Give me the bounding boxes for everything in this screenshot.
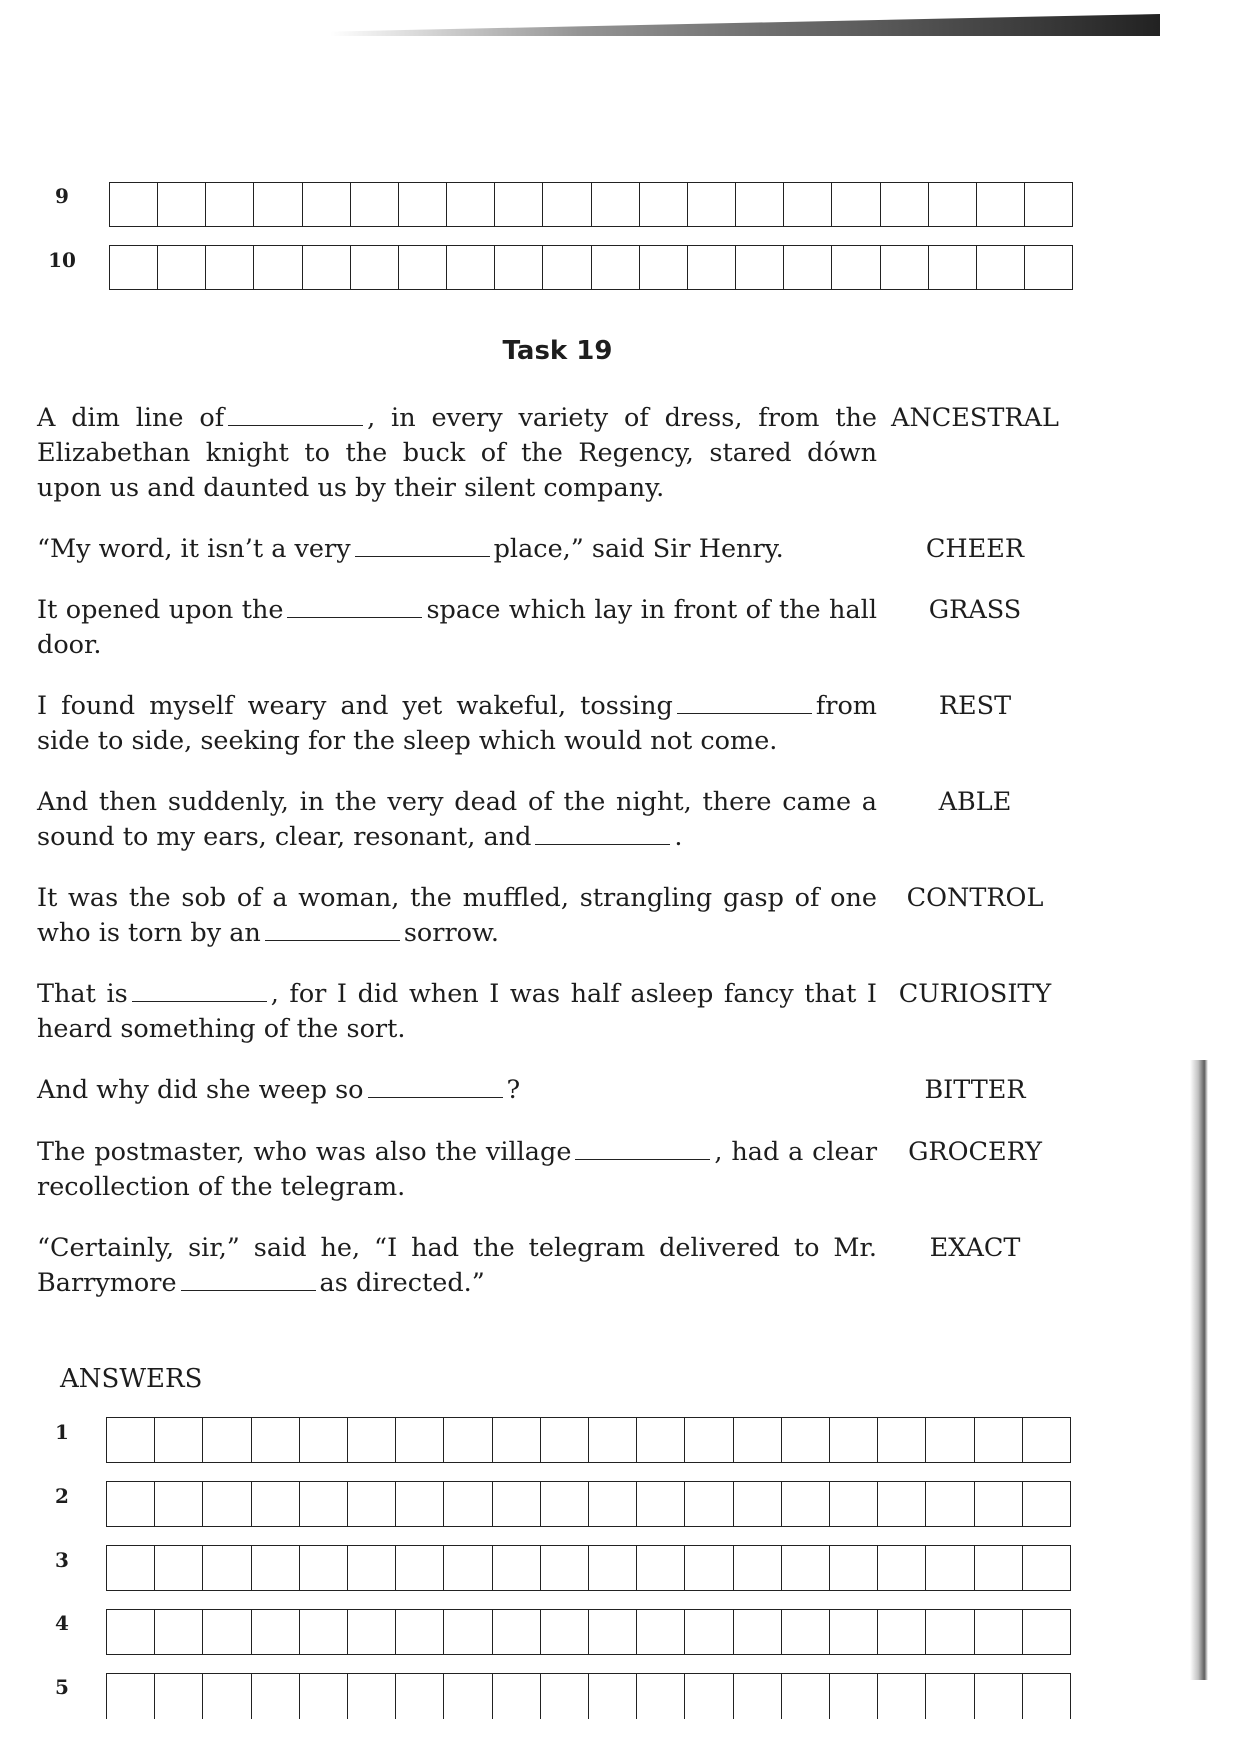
key-word: CHEER <box>925 534 1025 564</box>
letter-cell[interactable] <box>107 1674 155 1719</box>
key-word: EXACT <box>929 1233 1021 1263</box>
letter-cell[interactable] <box>640 183 688 226</box>
letter-cell[interactable] <box>782 1482 830 1526</box>
letter-cell[interactable] <box>830 1610 878 1654</box>
answer-blank[interactable] <box>265 939 400 941</box>
letter-cell[interactable] <box>640 246 688 289</box>
answer-blank[interactable] <box>228 424 363 426</box>
letter-cell[interactable] <box>688 246 736 289</box>
answer-cells[interactable] <box>106 1545 1071 1591</box>
letter-cell[interactable] <box>637 1674 685 1719</box>
letter-cell[interactable] <box>830 1418 878 1462</box>
answer-cells[interactable] <box>106 1481 1071 1527</box>
letter-cell[interactable] <box>926 1418 974 1462</box>
letter-cell[interactable] <box>203 1482 251 1526</box>
letter-cell[interactable] <box>493 1674 541 1719</box>
letter-cell[interactable] <box>396 1610 444 1654</box>
sentence-before: And why did she weep so <box>37 1075 364 1105</box>
letter-cell[interactable] <box>881 183 929 226</box>
letter-cell[interactable] <box>444 1610 492 1654</box>
letter-cell[interactable] <box>589 1418 637 1462</box>
key-word: CURIOSITY <box>898 979 1052 1009</box>
letter-cell[interactable] <box>734 1418 782 1462</box>
answer-blank[interactable] <box>535 843 670 845</box>
letter-cell[interactable] <box>252 1610 300 1654</box>
letter-cell[interactable] <box>929 183 977 226</box>
task-title: Task 19 <box>502 336 613 366</box>
letter-cell[interactable] <box>158 246 206 289</box>
letter-cell[interactable] <box>495 246 543 289</box>
letter-cell[interactable] <box>977 183 1025 226</box>
sentence-before: It opened upon the <box>37 595 284 625</box>
letter-cell[interactable] <box>782 1674 830 1719</box>
sentence-before: “Certainly, sir,” said he, “I had the telegram delivered to Mr. Barrymore <box>37 1233 877 1298</box>
letter-cell[interactable] <box>784 246 832 289</box>
letter-cell[interactable] <box>975 1482 1023 1526</box>
letter-cell[interactable] <box>396 1418 444 1462</box>
letter-cell[interactable] <box>1023 1418 1070 1462</box>
answer-cells[interactable] <box>106 1673 1071 1719</box>
letter-cell[interactable] <box>688 183 736 226</box>
letter-cell[interactable] <box>592 246 640 289</box>
sentence-after: space which lay in front of the hall door. <box>37 595 877 660</box>
answer-blank[interactable] <box>575 1158 710 1160</box>
letter-cell[interactable] <box>734 1546 782 1590</box>
sentence <box>37 881 877 951</box>
letter-cell[interactable] <box>830 1546 878 1590</box>
letter-cell[interactable] <box>975 1546 1023 1590</box>
sentence-after: . <box>674 822 683 852</box>
sentence-after: , in every variety of dress, from the Elizabethan knight to the buck of the Regency, stared dówn upon us and daunted us by their silent company. <box>37 403 877 503</box>
sentence-after: as directed.” <box>319 1268 485 1298</box>
sentence-before: It was the sob of a woman, the muffled, strangling gasp of one who is torn by an <box>37 883 877 948</box>
sentence-after: , had a clear recollection of the telegram. <box>37 1137 878 1202</box>
letter-cell[interactable] <box>541 1610 589 1654</box>
letter-cell[interactable] <box>444 1674 492 1719</box>
letter-cell[interactable] <box>589 1674 637 1719</box>
letter-cell[interactable] <box>926 1674 974 1719</box>
answer-blank[interactable] <box>181 1289 316 1291</box>
row-number: 1 <box>55 1420 69 1444</box>
letter-cell[interactable] <box>300 1610 348 1654</box>
letter-cell[interactable] <box>110 183 158 226</box>
letter-cell[interactable] <box>1025 183 1072 226</box>
letter-cell[interactable] <box>203 1610 251 1654</box>
letter-cell[interactable] <box>975 1674 1023 1719</box>
letter-cell[interactable] <box>444 1482 492 1526</box>
row-number: 10 <box>48 248 76 272</box>
letter-cell[interactable] <box>495 183 543 226</box>
letter-cell[interactable] <box>493 1482 541 1526</box>
key-word: CONTROL <box>906 883 1044 913</box>
letter-cell[interactable] <box>203 1546 251 1590</box>
letter-cell[interactable] <box>254 246 302 289</box>
letter-cell[interactable] <box>303 183 351 226</box>
letter-cell[interactable] <box>878 1674 926 1719</box>
letter-cell[interactable] <box>351 183 399 226</box>
letter-cell[interactable] <box>637 1418 685 1462</box>
letter-cell[interactable] <box>543 183 591 226</box>
letter-cell[interactable] <box>543 246 591 289</box>
letter-cell[interactable] <box>206 246 254 289</box>
exercise-item <box>37 1231 877 1301</box>
letter-cell[interactable] <box>351 246 399 289</box>
answer-blank[interactable] <box>368 1096 503 1098</box>
sentence-before: A dim line of <box>37 403 225 433</box>
sentence-before: “My word, it isn’t a very <box>37 534 351 564</box>
letter-cell[interactable] <box>203 1418 251 1462</box>
sentence <box>37 689 877 759</box>
key-word: REST <box>938 691 1012 721</box>
letter-cell[interactable] <box>830 1482 878 1526</box>
letter-cell[interactable] <box>493 1418 541 1462</box>
letter-cell[interactable] <box>107 1610 155 1654</box>
letter-cell[interactable] <box>685 1418 733 1462</box>
letter-cell[interactable] <box>878 1418 926 1462</box>
exercise-item <box>37 689 877 759</box>
letter-cell[interactable] <box>444 1418 492 1462</box>
letter-cell[interactable] <box>830 1674 878 1719</box>
key-word: ANCESTRAL <box>891 403 1059 433</box>
letter-cell[interactable] <box>348 1546 396 1590</box>
row-number: 5 <box>55 1675 69 1699</box>
answer-cells[interactable] <box>106 1609 1071 1655</box>
letter-cell[interactable] <box>107 1418 155 1462</box>
answer-cells[interactable] <box>106 1417 1071 1463</box>
letter-cell[interactable] <box>541 1418 589 1462</box>
key-word: BITTER <box>924 1075 1026 1105</box>
letter-cell[interactable] <box>734 1610 782 1654</box>
exercise-item <box>37 401 877 506</box>
letter-cell[interactable] <box>1023 1546 1070 1590</box>
letter-cell[interactable] <box>878 1610 926 1654</box>
letter-cell[interactable] <box>926 1482 974 1526</box>
letter-cell[interactable] <box>929 246 977 289</box>
sentence <box>37 977 877 1047</box>
sentence <box>37 401 877 506</box>
letter-cell[interactable] <box>348 1418 396 1462</box>
letter-cell[interactable] <box>926 1610 974 1654</box>
sentence-before: And then suddenly, in the very dead of the night, there came a sound to my ears, clear, resonant, and <box>37 787 877 852</box>
letter-cell[interactable] <box>206 183 254 226</box>
letter-cell[interactable] <box>158 183 206 226</box>
letter-cell[interactable] <box>736 246 784 289</box>
letter-cell[interactable] <box>155 1482 203 1526</box>
letter-cell[interactable] <box>685 1546 733 1590</box>
sentence <box>37 532 877 567</box>
letter-cell[interactable] <box>155 1610 203 1654</box>
letter-cell[interactable] <box>589 1610 637 1654</box>
letter-cell[interactable] <box>637 1610 685 1654</box>
letter-cell[interactable] <box>734 1674 782 1719</box>
page-edge-shadow <box>1190 1060 1208 1680</box>
letter-cell[interactable] <box>782 1546 830 1590</box>
letter-cell[interactable] <box>254 183 302 226</box>
letter-cell[interactable] <box>541 1482 589 1526</box>
row-number: 9 <box>55 184 69 208</box>
exercise-item <box>37 593 877 663</box>
sentence <box>37 1231 877 1301</box>
letter-cell[interactable] <box>637 1546 685 1590</box>
letter-cell[interactable] <box>252 1674 300 1719</box>
letter-cell[interactable] <box>541 1674 589 1719</box>
letter-cell[interactable] <box>447 246 495 289</box>
letter-cell[interactable] <box>977 246 1025 289</box>
exercise-item <box>37 881 877 951</box>
letter-cell[interactable] <box>1025 246 1072 289</box>
answer-blank[interactable] <box>287 616 422 618</box>
letter-cell[interactable] <box>782 1418 830 1462</box>
letter-cell[interactable] <box>155 1546 203 1590</box>
letter-cell[interactable] <box>736 183 784 226</box>
letter-cell[interactable] <box>107 1546 155 1590</box>
letter-cell[interactable] <box>975 1610 1023 1654</box>
letter-cell[interactable] <box>155 1418 203 1462</box>
exercise-item <box>37 785 877 855</box>
sentence <box>37 593 877 663</box>
letter-cell[interactable] <box>396 1674 444 1719</box>
sentence-after: place,” said Sir Henry. <box>493 534 784 564</box>
letter-cell[interactable] <box>685 1610 733 1654</box>
sentence <box>37 1135 877 1205</box>
letter-cell[interactable] <box>782 1610 830 1654</box>
letter-cell[interactable] <box>110 246 158 289</box>
letter-cell[interactable] <box>832 246 880 289</box>
letter-cell[interactable] <box>881 246 929 289</box>
key-word: GRASS <box>928 595 1022 625</box>
answer-cells[interactable] <box>109 182 1073 227</box>
letter-cell[interactable] <box>447 183 495 226</box>
sentence-after: sorrow. <box>403 918 499 948</box>
exercise-item <box>37 1135 877 1205</box>
sentence <box>37 1073 877 1108</box>
row-number: 3 <box>55 1548 69 1572</box>
answer-blank[interactable] <box>677 712 812 714</box>
letter-cell[interactable] <box>878 1482 926 1526</box>
row-number: 2 <box>55 1484 69 1508</box>
answer-blank[interactable] <box>355 555 490 557</box>
letter-cell[interactable] <box>252 1418 300 1462</box>
letter-cell[interactable] <box>107 1482 155 1526</box>
letter-cell[interactable] <box>541 1546 589 1590</box>
letter-cell[interactable] <box>685 1482 733 1526</box>
letter-cell[interactable] <box>203 1674 251 1719</box>
letter-cell[interactable] <box>685 1674 733 1719</box>
letter-cell[interactable] <box>1023 1482 1070 1526</box>
letter-cell[interactable] <box>592 183 640 226</box>
row-number: 4 <box>55 1611 69 1635</box>
letter-cell[interactable] <box>926 1546 974 1590</box>
letter-cell[interactable] <box>1023 1674 1070 1719</box>
letter-cell[interactable] <box>975 1418 1023 1462</box>
sentence-after: , for I did when I was half asleep fancy that I heard something of the sort. <box>37 979 877 1044</box>
sentence-after: from side to side, seeking for the sleep which would not come. <box>37 691 877 756</box>
letter-cell[interactable] <box>493 1546 541 1590</box>
letter-cell[interactable] <box>348 1674 396 1719</box>
letter-cell[interactable] <box>832 183 880 226</box>
letter-cell[interactable] <box>252 1546 300 1590</box>
letter-cell[interactable] <box>348 1610 396 1654</box>
letter-cell[interactable] <box>300 1482 348 1526</box>
answer-blank[interactable] <box>132 1000 267 1002</box>
letter-cell[interactable] <box>300 1674 348 1719</box>
letter-cell[interactable] <box>399 183 447 226</box>
letter-cell[interactable] <box>252 1482 300 1526</box>
letter-cell[interactable] <box>589 1546 637 1590</box>
exercise-item <box>37 977 877 1047</box>
exercise-item <box>37 1073 877 1108</box>
scan-edge-shadow <box>330 14 1160 36</box>
letter-cell[interactable] <box>493 1610 541 1654</box>
letter-cell[interactable] <box>300 1546 348 1590</box>
sentence <box>37 785 877 855</box>
letter-cell[interactable] <box>589 1482 637 1526</box>
letter-cell[interactable] <box>1023 1610 1070 1654</box>
key-word: GROCERY <box>908 1137 1042 1167</box>
letter-cell[interactable] <box>396 1482 444 1526</box>
sentence-before: I found myself weary and yet wakeful, tossing <box>37 691 673 721</box>
key-word: ABLE <box>938 787 1012 817</box>
letter-cell[interactable] <box>399 246 447 289</box>
letter-cell[interactable] <box>878 1546 926 1590</box>
letter-cell[interactable] <box>348 1482 396 1526</box>
sentence-before: That is <box>37 979 128 1009</box>
letter-cell[interactable] <box>734 1482 782 1526</box>
answers-heading: ANSWERS <box>60 1364 203 1394</box>
answer-cells[interactable] <box>109 245 1073 290</box>
letter-cell[interactable] <box>637 1482 685 1526</box>
sentence-after: ? <box>506 1075 521 1105</box>
exercise-item <box>37 532 877 567</box>
letter-cell[interactable] <box>444 1546 492 1590</box>
sentence-before: The postmaster, who was also the village <box>37 1137 572 1167</box>
letter-cell[interactable] <box>303 246 351 289</box>
letter-cell[interactable] <box>300 1418 348 1462</box>
letter-cell[interactable] <box>155 1674 203 1719</box>
letter-cell[interactable] <box>784 183 832 226</box>
letter-cell[interactable] <box>396 1546 444 1590</box>
